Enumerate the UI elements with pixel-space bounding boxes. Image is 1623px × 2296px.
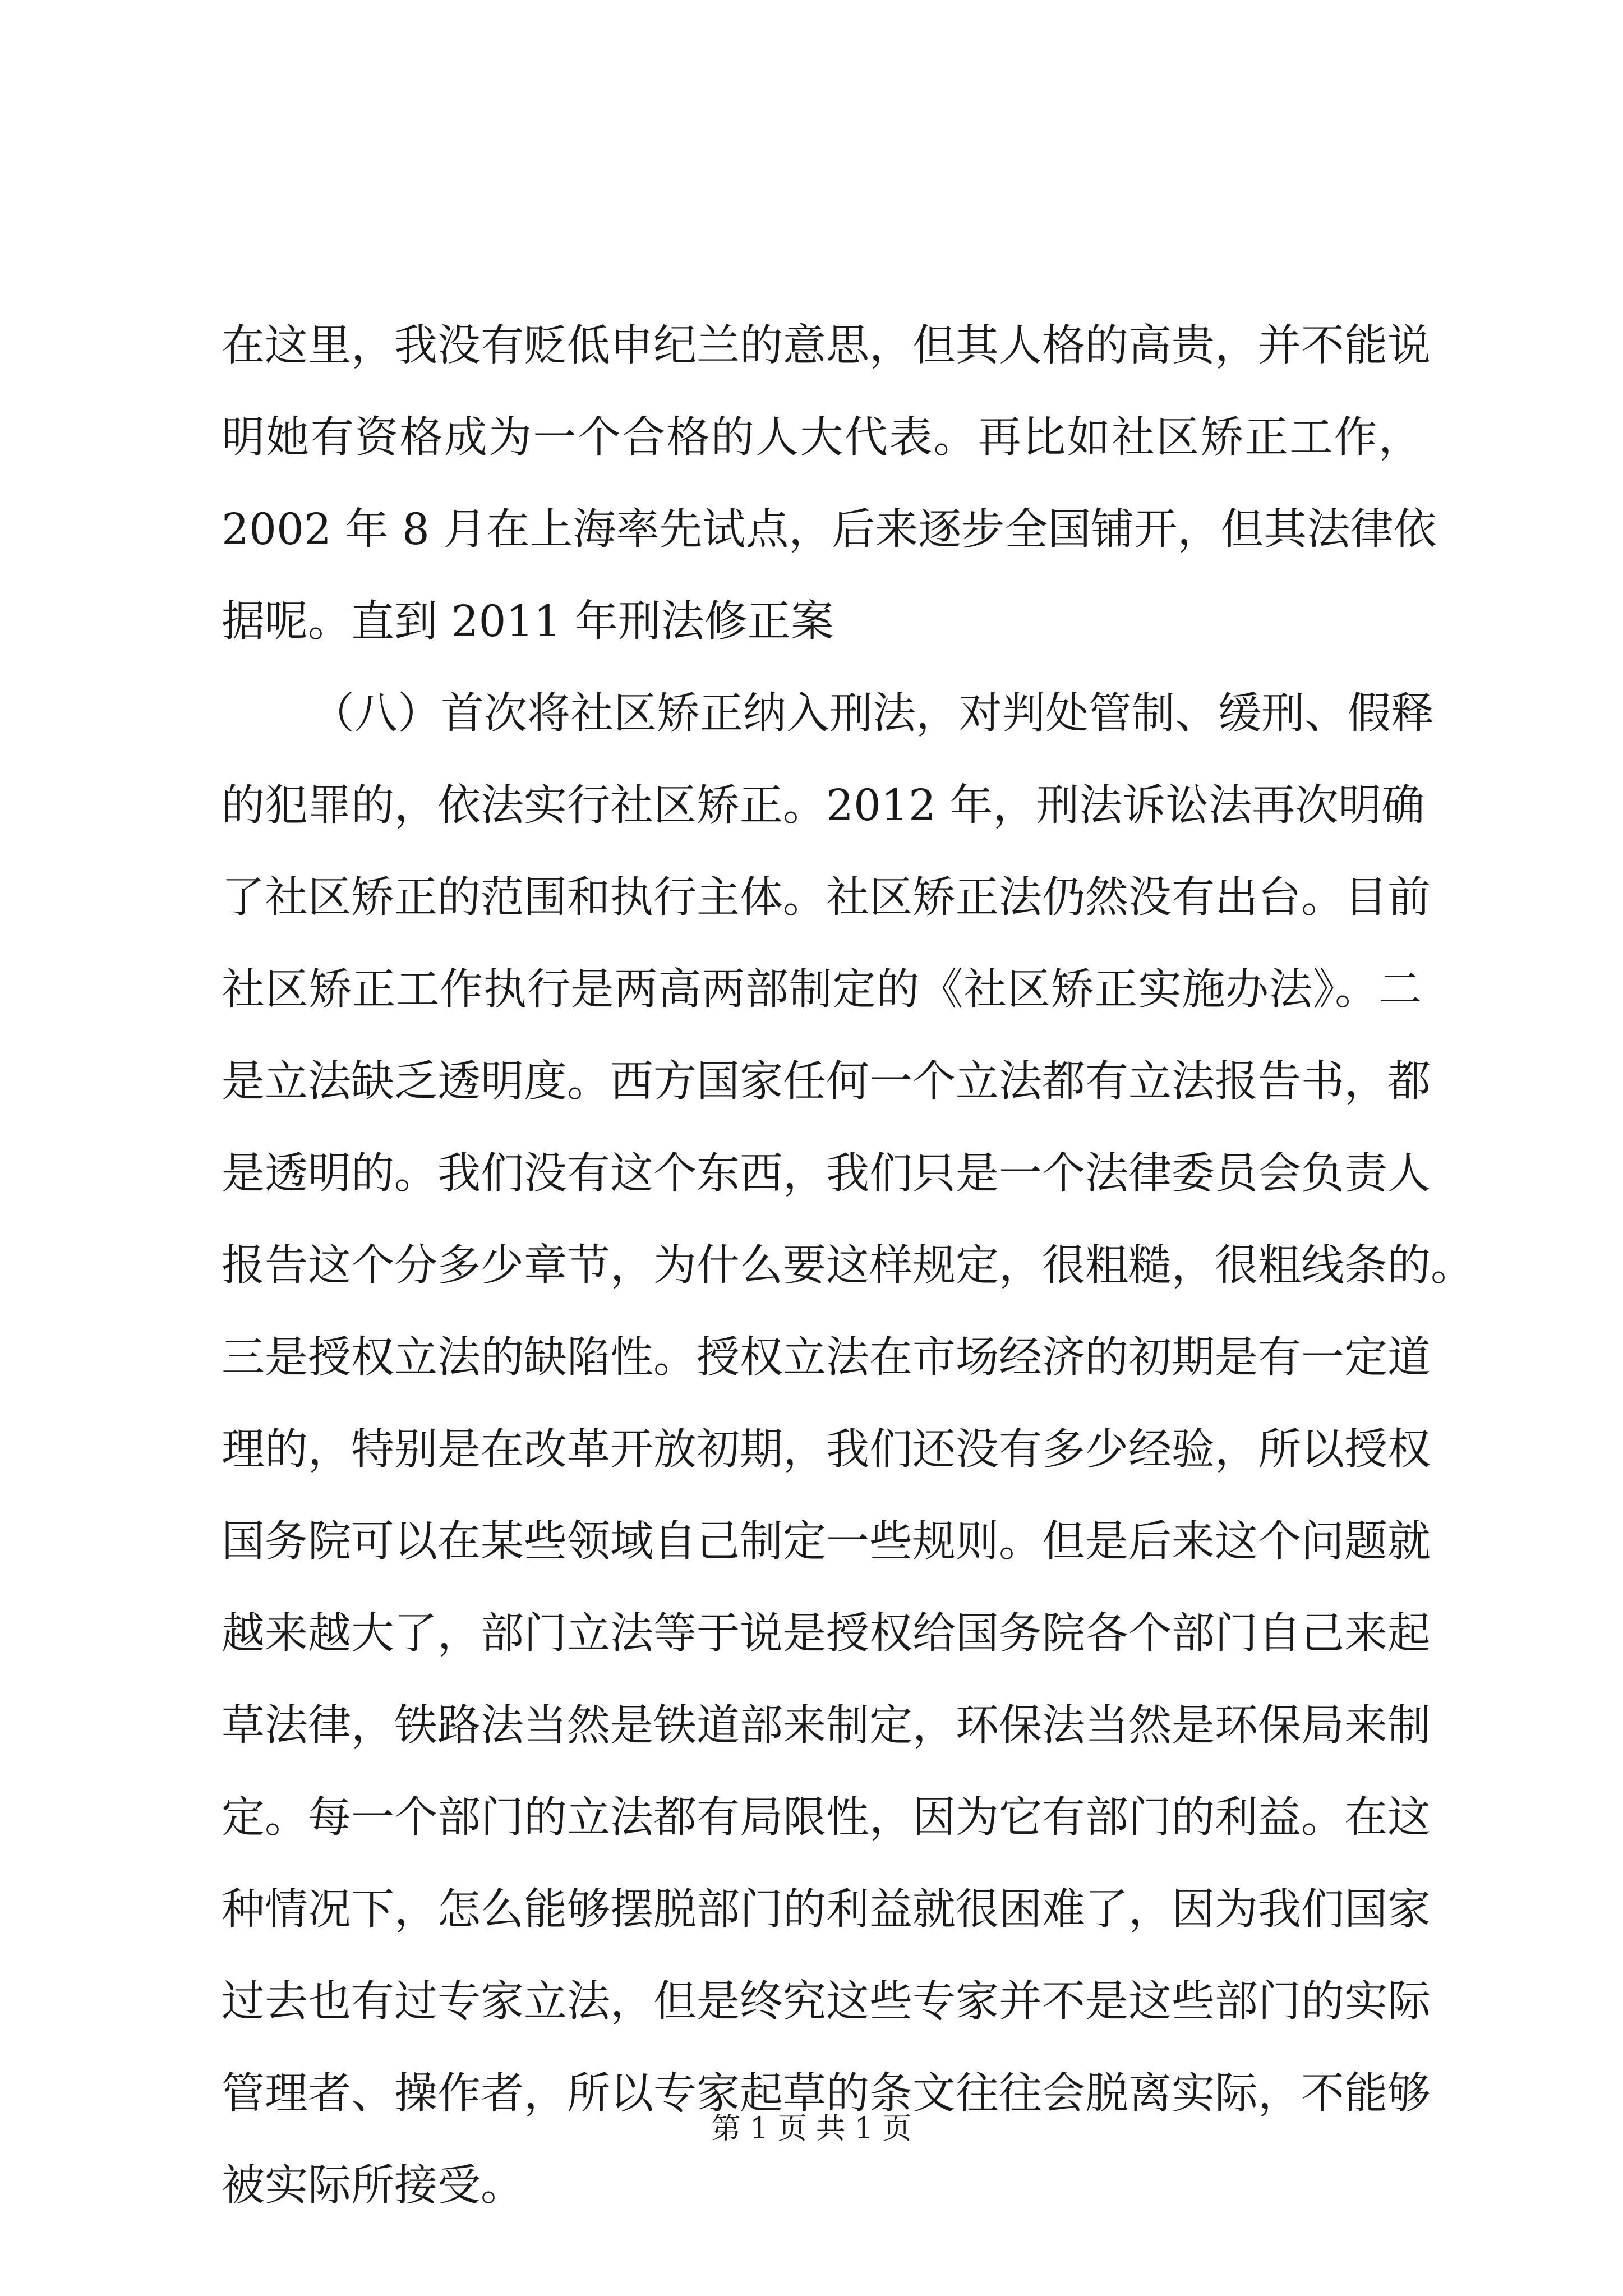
page-footer: [0, 2109, 1623, 2148]
text-line: 在这里，我没有贬低申纪兰的意思，但其人格的高贵，并不能说: [222, 321, 1431, 371]
text-line: 理的，特别是在改革开放初期，我们还没有多少经验，所以授权: [222, 1425, 1431, 1475]
text-line: 明她有资格成为一个合格的人大代表。再比如社区矫正工作，: [222, 413, 1422, 463]
text-line: 草法律，铁路法当然是铁道部来制定，环保法当然是环保局来制: [222, 1701, 1431, 1751]
text-line: 是透明的。我们没有这个东西，我们只是一个法律委员会负责人: [222, 1149, 1431, 1199]
text-line: 越来越大了，部门立法等于说是授权给国务院各个部门自己来起: [222, 1609, 1431, 1659]
text-line: 定。每一个部门的立法都有局限性，因为它有部门的利益。在这: [222, 1793, 1431, 1843]
text-line: 2002 年 8 月在上海率先试点，后来逐步全国铺开，但其法律依: [222, 505, 1437, 555]
text-line: 据呢。直到 2011 年刑法修正案: [222, 597, 834, 647]
text-line: 管理者、操作者，所以专家起草的条文往往会脱离实际，不能够: [222, 2069, 1431, 2119]
text-line: 国务院可以在某些领域自己制定一些规则。但是后来这个问题就: [222, 1517, 1431, 1567]
text-line: 三是授权立法的缺陷性。授权立法在市场经济的初期是有一定道: [222, 1333, 1431, 1383]
text-line: 过去也有过专家立法，但是终究这些专家并不是这些部门的实际: [222, 1977, 1431, 2027]
document-body: [222, 300, 1474, 2232]
text-line: 被实际所接受。: [222, 2161, 524, 2211]
text-line: 社区矫正工作执行是两高两部制定的《社区矫正实施办法》。二: [222, 965, 1422, 1015]
text-line: （八）首次将社区矫正纳入刑法，对判处管制、缓刑、假释: [311, 689, 1434, 739]
page-number: 第 1 页 共 1 页: [711, 2112, 912, 2146]
text-line: 是立法缺乏透明度。西方国家任何一个立法都有立法报告书，都: [222, 1057, 1431, 1107]
text-line: 报告这个分多少章节，为什么要这样规定，很粗糙，很粗线条的。: [222, 1241, 1474, 1291]
text-line: 种情况下，怎么能够摆脱部门的利益就很困难了，因为我们国家: [222, 1885, 1431, 1935]
text-line: 了社区矫正的范围和执行主体。社区矫正法仍然没有出台。目前: [222, 873, 1431, 923]
text-line: 的犯罪的，依法实行社区矫正。2012 年，刑法诉讼法再次明确: [222, 781, 1425, 831]
